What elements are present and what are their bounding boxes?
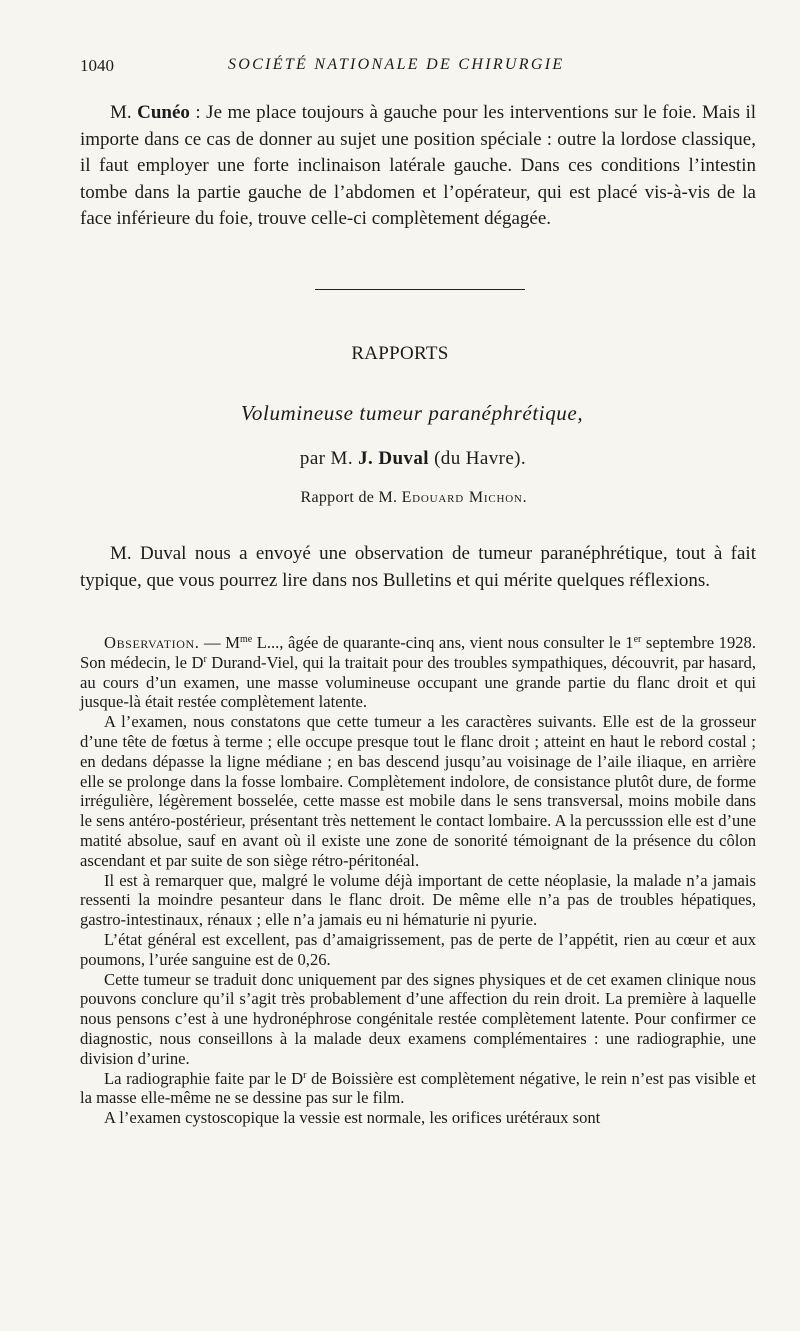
intro-paragraph: M. Duval nous a envoyé une observation de tumeur paranéphrétique, tout à fait typique, que vous pourrez lire dans nos Bulletins et qui mérite quelques réflexions. [80, 543, 756, 591]
article-author [0, 448, 800, 470]
section-divider [315, 289, 525, 290]
reporter-name: Edouard Michon. [401, 489, 528, 506]
observation-paragraph-7: A l’examen cystoscopique la vessie est normale, les orifices urétéraux sont [104, 1108, 601, 1128]
observation-paragraph-4: L’état général est excellent, pas d’amaigrissement, pas de perte de l’appétit, rien au cœur et aux poumons, l’urée sanguine est de 0,26. [80, 929, 756, 969]
running-title: SOCIÉTÉ NATIONALE DE CHIRURGIE [228, 56, 565, 73]
observation-block [80, 633, 756, 1128]
author-prefix: par M. [299, 448, 353, 469]
intro-block [80, 541, 756, 594]
observation-paragraph-3: Il est à remarquer que, malgré le volume déjà important de cette néoplasie, la malade n’a jamais ressenti la moindre pesanteur dans le flanc droit. De même elle n’a pas de troubles hépatiques, gastro-intestinaux, rénaux ; elle n’a jamais eu ni hématurie ni pyurie. [80, 870, 756, 930]
observation-text: Durand-Viel, qui la traitait pour des troubles sympathiques, découvrit, par hasard, au cours d’un examen, une masse volumineuse occupant une grande partie du flanc droit et qui jusque-là était restée complètement latente. [80, 652, 756, 712]
observation-text: — M [199, 633, 240, 652]
observation-label: Observation. [104, 633, 200, 652]
author-name: J. Duval [358, 448, 429, 469]
page-number: 1040 [80, 56, 114, 75]
superscript: r [203, 653, 207, 665]
observation-text: septembre 1928. Son médecin, le D [80, 633, 756, 672]
speaker-prefix: M. [110, 102, 132, 123]
observation-paragraph-5: Cette tumeur se traduit donc uniquement par des signes physiques et de cet examen clinique nous pouvons conclure qu’il s’agit très probablement d’une affection du rein droit. La première à laquelle nous pensons c’est à une hydronéphrose congénitale restée complètement latente. Pour confirmer ce diagnostic, nous conseillons à la malade deux examens complémentaires : une radiographie, une division d’urine. [80, 969, 756, 1068]
section-heading: RAPPORTS [351, 343, 449, 364]
article-title: Volumineuse tumeur paranéphrétique, [240, 401, 584, 425]
observation-text: de Boissière est complètement négative, le rein n’est pas visible et la masse elle-même ne se dessine pas sur le film. [80, 1068, 756, 1108]
discussion-paragraph [80, 100, 756, 233]
observation-paragraph-2: A l’examen, nous constatons que cette tumeur a les caractères suivants. Elle est de la grosseur d’une tête de fœtus à terme ; elle occupe presque tout le flanc droit ; atteint en haut le rebord costal ; en dedans dépasse la ligne médiane ; en bas descend jusqu’au voisinage de l’aile iliaque, en arrière elle se prolonge dans la fosse lombaire. Complètement indolore, de consistance plutôt dure, de forme irrégulière, légèrement bosselée, cette masse est mobile dans le sens transversal, moins mobile dans le sens antéro-postérieur, présentant très nettement le contact lombaire. A la percusssion elle est d’une matité absolue, sauf en avant où il existe une zone de sonorité témoignant de la présence du côlon ascendant et par suite de son siège rétro-péritonéal. [80, 712, 756, 870]
observation-paragraph-1 [80, 633, 756, 712]
discussion-block [80, 100, 756, 233]
superscript: er [633, 634, 642, 645]
observation-text: L..., âgée de quarante-cinq ans, vient nous consulter le 1 [252, 633, 634, 652]
observation-text: La radiographie faite par le D [104, 1068, 304, 1088]
page-header [80, 56, 756, 84]
discussion-text: : Je me place toujours à gauche pour les interventions sur le foie. Mais il importe dans ce cas de donner au sujet une position spéciale : outre la lordose classique, il faut employer une forte inclinaison latérale gauche. Dans ces conditions l’intestin tombe dans la partie gauche de l’abdomen et l’opérateur, qui est placé vis-à-vis de la face inférieure du foie, trouve celle-ci complètement dégagée. [80, 102, 756, 229]
superscript: r [303, 1069, 307, 1081]
report-attribution [0, 489, 800, 507]
report-prefix: Rapport de M. [300, 489, 398, 506]
speaker-name: Cunéo [137, 102, 190, 123]
observation-paragraph-6 [80, 1069, 756, 1109]
author-suffix: (du Havre). [434, 448, 527, 469]
superscript: me [239, 634, 253, 645]
